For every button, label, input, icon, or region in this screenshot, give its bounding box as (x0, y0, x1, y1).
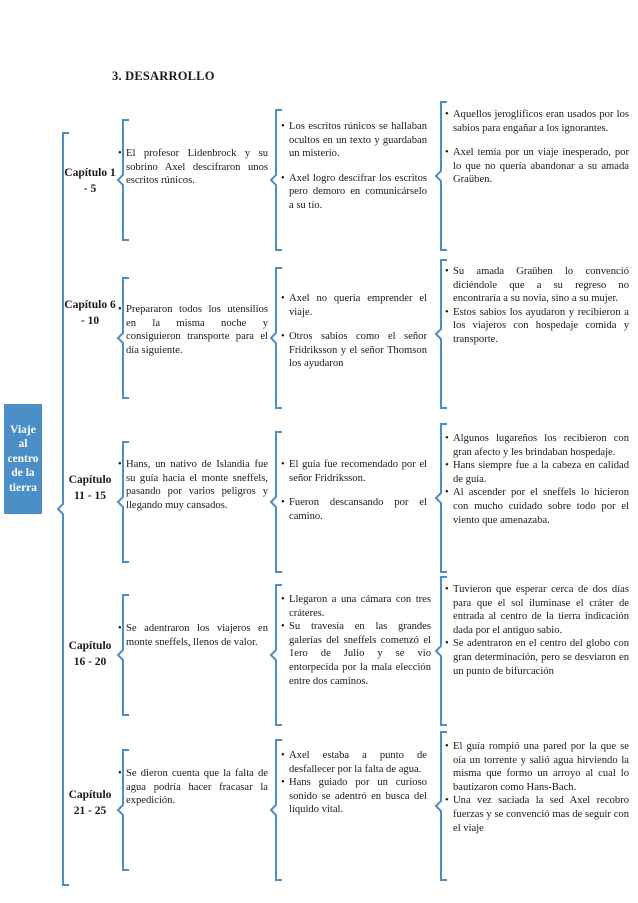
row5-col2-item-2: • Hans guiado por un curioso sonido se adentró en busca del líquido vital. (281, 776, 427, 817)
bracket-row4-col1 (118, 595, 129, 715)
row4-col2-item-1: • Llegaron a una cámara con tres cráteres. (281, 593, 431, 620)
row1-col2-item-2: • Axel logro descifrar los escritos pero demoro en comunicárselo a su tío. (281, 172, 427, 213)
row1-col3-item-1: • Aquellos jeroglíficos eran usados por los sabios para engañar a los ignorantes. (445, 108, 629, 135)
row1-col3 (445, 108, 629, 187)
row5-col2 (281, 749, 427, 817)
row3-col3 (445, 432, 629, 527)
chapter-label-3: Capítulo 11 - 15 (68, 474, 112, 502)
row2-col2 (281, 292, 427, 371)
row4-col1-item-1: • Se adentraron los viajeros en monte sneffels, llenos de valor. (118, 622, 268, 649)
row3-col1-item-1: • Hans, un nativo de Islandia fue su guía hacia el monte sneffels, pasando por varios peligros y llegando muy cansados. (118, 458, 268, 512)
row5-col2-item-1: • Axel estaba a punto de desfallecer por la falta de agua. (281, 749, 427, 776)
row3-col3-item-3: • Al ascender por el sneffels lo hicieron con mucho cuidado sobre todo por el viento que amenazaba. (445, 486, 629, 527)
row3-col2-item-2: • Fueron descansando por el camino. (281, 496, 427, 523)
row1-col1 (118, 147, 268, 188)
row5-col3-item-2: • Una vez saciada la sed Axel recobro fuerzas y se convenció mas de seguir con el viaje (445, 794, 629, 835)
row2-col3-item-1: • Su amada Graüben lo convenció diciéndole que a su regreso no encontraría a su novia, sino a su mujer. (445, 265, 629, 306)
row2-col1 (118, 303, 268, 357)
chapter-label-1: Capítulo 1 - 5 (64, 167, 116, 195)
row2-col2-item-2: • Otros sabios como el señor Fridriksson y el señor Thomson los ayudaron (281, 330, 427, 371)
chapter-label-2: Capítulo 6 - 10 (64, 299, 116, 327)
row5-col3 (445, 740, 629, 835)
row2-col2-item-1: • Axel no quería emprender el viaje. (281, 292, 427, 319)
row3-col2 (281, 458, 427, 523)
row2-col3-item-2: • Estos sabios los ayudaron y recibieron a los viajeros con hospedaje comida y transporte. (445, 306, 629, 347)
row4-col1 (118, 622, 268, 649)
root-bracket (58, 133, 69, 885)
row3-col2-item-1: • El guía fue recomendado por el señor Fridriksson. (281, 458, 427, 485)
row1-col2-item-1: • Los escritos rúnicos se hallaban ocultos en un texto y guardaban un misterio. (281, 120, 427, 161)
row4-col3-item-2: • Se adentraron en el centro del globo con gran determinación, pero se desviaron en un punto de bifurcación (445, 637, 629, 678)
row1-col2 (281, 120, 427, 213)
row1-col3-item-2: • Axel temía por un viaje inesperado, por lo que no quería abandonar a su amada Graüben. (445, 146, 629, 187)
row2-col1-item-1: • Prepararon todos los utensilios en la misma noche y consiguieron transporte para el día siguiente. (118, 303, 268, 357)
row2-col3 (445, 265, 629, 347)
row3-col1 (118, 458, 268, 512)
row4-col3 (445, 583, 629, 678)
row5-col1-item-1: • Se dieron cuenta que la falta de agua podría hacer fracasar la expedición. (118, 767, 268, 808)
row4-col2-item-2: • Su travesía en las grandes galerías del sneffels comenzó el 1ero de Julio y se vio entorpecida por la mala elección entre dos caminos. (281, 620, 431, 688)
row1-col1-item-1: • El profesor Lidenbrock y su sobrino Axel descifraron unos escritos rúnicos. (118, 147, 268, 188)
section-title: 3. DESARROLLO (112, 69, 215, 83)
row3-col3-item-1: • Algunos lugareños los recibieron con gran afecto y les brindaban hospedaje. (445, 432, 629, 459)
row4-col2 (281, 593, 431, 688)
row3-col3-item-2: • Hans siempre fue a la cabeza en calidad de guía. (445, 459, 629, 486)
chapter-label-4: Capítulo 16 - 20 (68, 640, 112, 668)
row4-col3-item-1: • Tuvieron que esperar cerca de dos días para que el sol iluminase el cráter de entrada al centro de la tierra indicación dada por el antiguo sabio. (445, 583, 629, 637)
chapter-label-5: Capítulo 21 - 25 (68, 789, 112, 817)
root-node: Viaje al centro de la tierra (4, 404, 42, 514)
row5-col3-item-1: • El guía rompió una pared por la que se oía un torrente y salió agua hirviendo la misma que formo un arroyo al cual lo bautizaron como Hans-Bach. (445, 740, 629, 794)
row5-col1 (118, 767, 268, 808)
